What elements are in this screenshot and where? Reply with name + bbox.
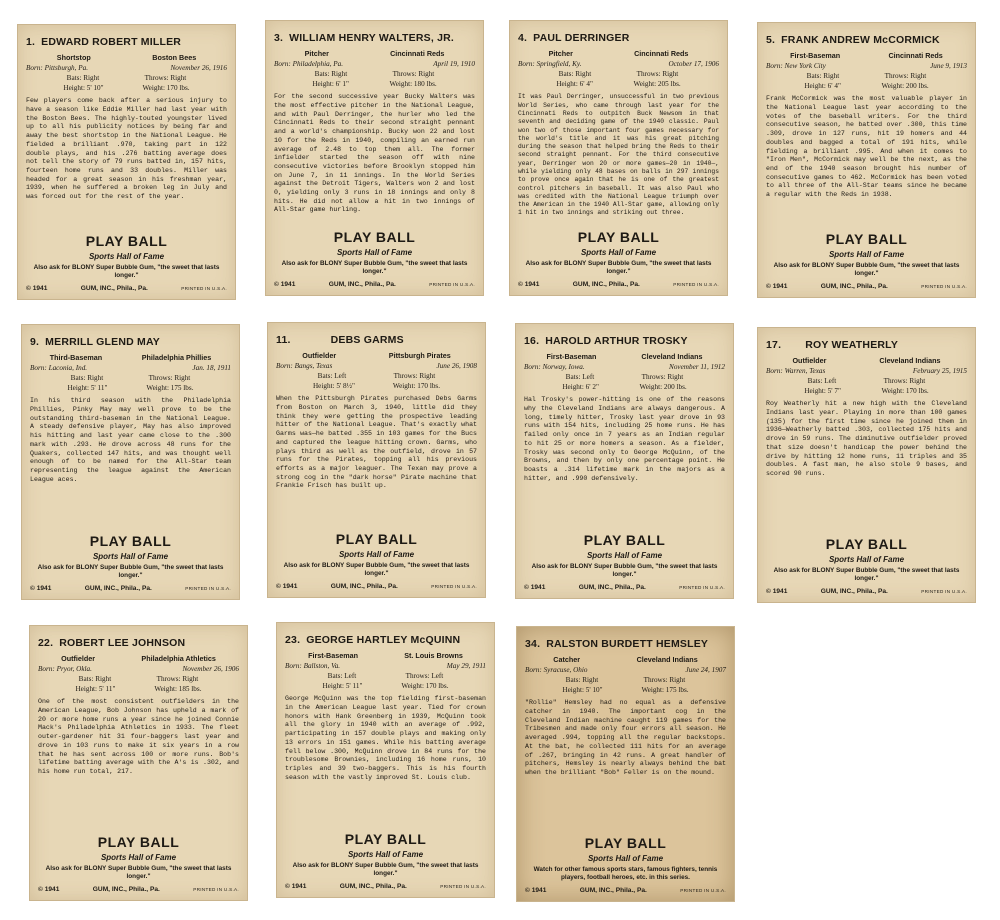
player-bio: For the second successive year Bucky Walters was the most effective pitcher in the National League, and with Paul Derringer, the hurler who led the Cincinnati Reds to their second straight pennant and a world's championship. Bucky won 22 and lost 10 for the Reds in 1940, compiling an earned run average of 2.48 to top them all. The former infielder started the season off with nine consecutive victories before Brooklyn stopped him on June 7, in 11 innings. In the World Series against the Detroit Tigers, Walters won 2 and lost 0, yielding only 3 runs in 18 innings and only 8 hits. He did not allow a hit in two innings of All-Star game hurling. [274, 93, 475, 214]
height-weight-row [38, 685, 239, 694]
card-title [524, 335, 725, 348]
printed-in: PRINTED IN U.S.A. [181, 285, 227, 291]
card-17-roy-weatherly [757, 327, 976, 603]
play-ball-logo: PLAY BALL [333, 229, 416, 246]
height: Height: 5' 8½" [312, 382, 355, 391]
company: GUM, INC., Phila., Pa. [92, 885, 160, 893]
throws: Throws: Right [156, 674, 199, 683]
card-footer [285, 831, 486, 891]
position-team-row [276, 351, 477, 360]
player-team: Philadelphia Athletics [141, 654, 216, 664]
printed-in: PRINTED IN U.S.A. [429, 281, 475, 287]
card-22-robert-johnson [29, 625, 248, 901]
ask-text: Also ask for BLONY Super Bubble Gum, "the sweet that lasts longer." [525, 260, 712, 275]
bats-throws-row [26, 74, 227, 83]
card-number: 5. [766, 34, 776, 46]
born-place: Born: Philadelphia, Pa. [274, 59, 344, 68]
card-1-edward-miller [17, 24, 236, 300]
company: GUM, INC., Phila., Pa. [330, 582, 398, 590]
height-weight-row [766, 82, 967, 91]
series-name: Sports Hall of Fame [88, 251, 165, 261]
series-name: Sports Hall of Fame [828, 249, 905, 259]
card-number: 34. [525, 638, 541, 650]
position-team-row [30, 353, 231, 362]
player-team: Cincinnati Reds [390, 49, 445, 59]
born-place: Born: Pittsburgh, Pa. [26, 63, 89, 72]
weight: Weight: 170 lbs. [401, 682, 449, 691]
born-date: October 17, 1906 [668, 59, 719, 68]
height: Height: 5' 10" [562, 686, 603, 695]
series-name: Sports Hall of Fame [828, 554, 905, 564]
bats: Bats: Left [317, 371, 347, 380]
card-number: 4. [518, 32, 528, 44]
series-name: Sports Hall of Fame [347, 849, 424, 859]
weight: Weight: 170 lbs. [881, 387, 929, 396]
player-bio: Few players come back after a serious injury to have a season like Eddie Miller had last year with the Boston Bees. The highly-touted youngster lived up to all his publicity notices by being far and away the best shortstop in the National League. He fielded a brilliant .970, taking part in 122 double plays, and his .276 batting average does not tell the story of 79 runs batted in, 157 hits, fourteen home runs and 33 doubles. Miller was headed for a great season in his freshman year, 1939, when he suffered a broken leg in July and was forced out for the rest of the year. [26, 97, 227, 201]
publisher-row [524, 584, 725, 592]
printed-in: PRINTED IN U.S.A. [431, 583, 477, 589]
throws: Throws: Right [392, 69, 435, 78]
born-row [274, 60, 475, 69]
player-name: DEBS GARMS [330, 334, 404, 346]
ask-text: Also ask for BLONY Super Bubble Gum, "the sweet that lasts longer." [283, 562, 470, 577]
card-title [274, 32, 475, 45]
born-place: Born: Laconia, Ind. [30, 363, 88, 372]
born-place: Born: Bangs, Texas [276, 361, 333, 370]
weight: Weight: 200 lbs. [881, 82, 929, 91]
born-row [38, 665, 239, 674]
copyright: © 1941 [285, 882, 307, 890]
card-title [766, 339, 967, 352]
copyright: © 1941 [274, 280, 296, 288]
throws: Throws: Right [641, 372, 684, 381]
player-name: RALSTON BURDETT HEMSLEY [546, 638, 709, 650]
player-position: First-Baseman [790, 51, 841, 61]
player-bio: In his third season with the Philadelphia Phillies, Pinky May may well prove to be the outstanding third-baseman in the National League. A steady defensive player, May has also improved his hitting and last year came close to the .300 mark with .293. He drove across 48 runs for the Quakers, collected 147 hits, and was thought well enough of to be named for the All-Star team representing the league against the American League aces. [30, 397, 231, 483]
copyright: © 1941 [525, 886, 547, 894]
company: GUM, INC., Phila., Pa. [820, 282, 888, 290]
publisher-row [766, 283, 967, 291]
player-name: EDWARD ROBERT MILLER [41, 36, 182, 48]
player-bio: It was Paul Derringer, unsuccessful in two previous World Series, who came through last year for the Cincinnati Reds to outpitch Buck Newsom in that seventh and deciding game of the 1940 classic. Paul won two of those important four games necessary for the world's title and it was his great pitching during the season that helped bring the Reds to their second straight pennant. For the third consecutive year, Derringer won 20 or more games—20 in 1940—, while yielding only 48 bases on balls in 297 innings to prove once again that he is one of the greatest control pitchers in baseball. It was also Paul who was credited with the National League triumph over the American in the 1940 All-Star game, allowing only 1 hit in two innings and striking out three. [518, 93, 719, 217]
height-weight-row [26, 84, 227, 93]
height-weight-row [766, 387, 967, 396]
throws: Throws: Right [643, 675, 686, 684]
born-row [518, 60, 719, 69]
throws: Throws: Right [148, 373, 191, 382]
player-position: Outfielder [61, 654, 96, 664]
player-position: Shortstop [56, 53, 91, 63]
ask-text: Also ask for BLONY Super Bubble Gum, "the sweet that lasts longer." [33, 264, 220, 279]
born-place: Born: Pryor, Okla. [38, 664, 92, 673]
card-number: 22. [38, 637, 54, 649]
play-ball-logo: PLAY BALL [335, 531, 418, 548]
card-footer [38, 834, 239, 894]
play-ball-logo: PLAY BALL [584, 835, 667, 852]
bats-throws-row [276, 372, 477, 381]
publisher-row [766, 588, 967, 596]
publisher-row [518, 281, 719, 289]
player-team: Philadelphia Phillies [141, 353, 212, 363]
throws: Throws: Right [144, 73, 187, 82]
printed-in: PRINTED IN U.S.A. [921, 283, 967, 289]
player-team: Cleveland Indians [879, 356, 941, 366]
player-name: MERRILL GLEND MAY [45, 336, 160, 348]
company: GUM, INC., Phila., Pa. [339, 882, 407, 890]
publisher-row [276, 583, 477, 591]
position-team-row [38, 654, 239, 663]
ask-text: Also ask for BLONY Super Bubble Gum, "the sweet that lasts longer." [531, 563, 718, 578]
player-team: Cincinnati Reds [888, 51, 943, 61]
bats: Bats: Left [565, 372, 595, 381]
position-team-row [26, 53, 227, 62]
position-team-row [285, 651, 486, 660]
player-position: Third-Baseman [49, 353, 103, 363]
card-footer [274, 229, 475, 289]
bats-throws-row [525, 676, 726, 685]
play-ball-logo: PLAY BALL [85, 233, 168, 250]
series-name: Sports Hall of Fame [336, 247, 413, 257]
player-position: Outfielder [302, 351, 337, 361]
publisher-row [525, 887, 726, 895]
height-weight-row [276, 382, 477, 391]
card-title [30, 336, 231, 349]
throws: Throws: Right [636, 69, 679, 78]
player-name: WILLIAM HENRY WALTERS, JR. [289, 32, 455, 44]
card-footer [26, 233, 227, 293]
bats-throws-row [518, 70, 719, 79]
card-16-harold-trosky [515, 323, 734, 599]
publisher-row [30, 585, 231, 593]
play-ball-logo: PLAY BALL [577, 229, 660, 246]
player-team: Cleveland Indians [641, 352, 703, 362]
bats: Bats: Left [327, 671, 357, 680]
card-title [26, 36, 227, 49]
throws: Throws: Right [393, 371, 436, 380]
height-weight-row [524, 383, 725, 392]
company: GUM, INC., Phila., Pa. [579, 886, 647, 894]
bats: Bats: Right [78, 674, 112, 683]
height: Height: 6' 4" [556, 80, 593, 89]
publisher-row [26, 285, 227, 293]
throws: Throws: Right [884, 71, 927, 80]
bats-throws-row [38, 675, 239, 684]
height: Height: 5' 10" [63, 84, 104, 93]
bats: Bats: Right [70, 373, 104, 382]
bats: Bats: Right [558, 69, 592, 78]
weight: Weight: 205 lbs. [633, 80, 681, 89]
born-date: November 26, 1906 [182, 664, 239, 673]
printed-in: PRINTED IN U.S.A. [680, 887, 726, 893]
player-position: Outfielder [792, 356, 827, 366]
series-name: Sports Hall of Fame [580, 247, 657, 257]
player-team: St. Louis Browns [404, 651, 463, 661]
height-weight-row [518, 80, 719, 89]
play-ball-logo: PLAY BALL [825, 536, 908, 553]
publisher-row [274, 281, 475, 289]
card-title [766, 34, 967, 47]
printed-in: PRINTED IN U.S.A. [185, 585, 231, 591]
position-team-row [766, 51, 967, 60]
player-bio: Frank McCormick was the most valuable player in the National League last year according to the votes of the baseball writers. For the third consecutive season, he batted over .300, this time .309, drove in 127 runs, hit 19 homers and 44 doubles and bagged a total of 191 hits, while fielding a brilliant .995. And when it comes to "Iron Men", McCormick may well be the next, as the end of the 1940 season brought his number of consecutive games to 462. McCormick has been voted to all three of the All-Star teams since he became a regular with the Reds in 1938. [766, 95, 967, 199]
ask-text: Also ask for BLONY Super Bubble Gum, "the sweet that lasts longer." [773, 262, 960, 277]
weight: Weight: 180 lbs. [389, 80, 437, 89]
card-number: 16. [524, 335, 540, 347]
ask-text: Also ask for BLONY Super Bubble Gum, "the sweet that lasts longer." [292, 862, 479, 877]
printed-in: PRINTED IN U.S.A. [921, 588, 967, 594]
card-23-george-mcquinn [276, 622, 495, 898]
printed-in: PRINTED IN U.S.A. [193, 886, 239, 892]
height: Height: 6' 2" [562, 383, 599, 392]
card-footer [30, 533, 231, 593]
born-date: Jan. 18, 1911 [192, 363, 231, 372]
bats-throws-row [285, 672, 486, 681]
born-row [276, 362, 477, 371]
height-weight-row [274, 80, 475, 89]
position-team-row [525, 655, 726, 664]
born-date: June 24, 1907 [685, 665, 726, 674]
bats-throws-row [274, 70, 475, 79]
ask-text: Also ask for BLONY Super Bubble Gum, "the sweet that lasts longer." [45, 865, 232, 880]
company: GUM, INC., Phila., Pa. [80, 284, 148, 292]
card-footer [766, 536, 967, 596]
play-ball-logo: PLAY BALL [583, 532, 666, 549]
born-row [26, 64, 227, 73]
printed-in: PRINTED IN U.S.A. [679, 584, 725, 590]
series-name: Sports Hall of Fame [587, 853, 664, 863]
card-5-frank-mccormick [757, 22, 976, 298]
player-name: ROBERT LEE JOHNSON [59, 637, 186, 649]
copyright: © 1941 [30, 584, 52, 592]
card-11-debs-garms [267, 322, 486, 598]
born-place: Born: Syracuse, Ohio [525, 665, 588, 674]
player-bio: Hal Trosky's power-hitting is one of the reasons why the Cleveland Indians are always dangerous. A long, timely hitter, Trosky last year drove in 93 runs with 154 hits, including 25 home runs. He has failed only once in 7 years as an Indian regular to hit 25 or more homers a season. As a fielder, Trosky was second only to George McQuinn, of the Browns, and then by only one percentage point. He boasts a .314 lifetime mark in the majors as a hitter, and .990 defensively. [524, 396, 725, 482]
born-place: Born: New York City [766, 61, 826, 70]
weight: Weight: 170 lbs. [142, 84, 190, 93]
player-name: GEORGE HARTLEY McQUINN [306, 634, 461, 646]
bats: Bats: Right [806, 71, 840, 80]
born-row [285, 662, 486, 671]
player-bio: George McQuinn was the top fielding first-baseman in the American League last year. Tied for crown honors with Hank Greenberg in 1939, McQuinn took all the glory in 1940 with an average of .992, participating in 157 double plays and making only 13 errors in 151 games. While his batting average fell below .300, McQuinn drove in 84 runs for the troublesome Brownies, including 16 home runs, 10 triples and 39 two-baggers. This is his fourth season with the vastly improved St. Louis club. [285, 695, 486, 781]
player-bio: "Rollie" Hemsley had no equal as a defensive catcher in 1940. The important cog in the Cleveland Indian machine caught 119 games for the Tribesmen and made only four errors all season. He averaged .994, topping all the regular backstops. At the bat, he collected 111 hits for an average of .267, bringing in 42 runs. A great handler of pitchers, Hemsley is nearly always behind the bat when the brilliant "Bob" Feller is on the mound. [525, 699, 726, 776]
card-title [38, 637, 239, 650]
born-date: April 19, 1910 [433, 59, 475, 68]
card-number: 3. [274, 32, 284, 44]
player-position: Pitcher [548, 49, 573, 59]
series-name: Sports Hall of Fame [92, 551, 169, 561]
card-number: 11. [276, 334, 291, 346]
height: Height: 5' 11" [67, 384, 108, 393]
position-team-row [766, 356, 967, 365]
weight: Weight: 170 lbs. [392, 382, 441, 391]
copyright: © 1941 [276, 582, 298, 590]
player-bio: When the Pittsburgh Pirates purchased Debs Garms from Boston on March 3, 1940, little did they think they were getting the prospective leading hitter of the National League. That's exactly what Garms was—he batted .355 in 103 games for the Bucs and captured the league hitting crown. Garms, who plays third as well as the outfield, drove in 57 runs for the Pirates, topping all his previous efforts as a major leaguer. The Texan may prove a strong cog in the "dark horse" Pirate machine that Frankie Frisch has built up. [276, 395, 477, 490]
company: GUM, INC., Phila., Pa. [328, 280, 396, 288]
born-date: June 26, 1908 [436, 361, 477, 370]
height: Height: 5' 7" [804, 387, 841, 396]
born-row [766, 62, 967, 71]
play-ball-logo: PLAY BALL [344, 831, 427, 848]
card-9-merrill-may [21, 324, 240, 600]
card-title [525, 638, 726, 651]
bats: Bats: Right [565, 675, 599, 684]
company: GUM, INC., Phila., Pa. [572, 280, 640, 288]
player-team: Boston Bees [152, 53, 197, 63]
company: GUM, INC., Phila., Pa. [578, 583, 646, 591]
play-ball-logo: PLAY BALL [89, 533, 172, 550]
copyright: © 1941 [766, 587, 788, 595]
throws: Throws: Left [405, 671, 444, 680]
card-footer [524, 532, 725, 592]
company: GUM, INC., Phila., Pa. [84, 584, 152, 592]
born-place: Born: Ballston, Va. [285, 661, 341, 670]
copyright: © 1941 [26, 284, 48, 292]
player-position: Pitcher [304, 49, 329, 59]
player-bio: One of the most consistent outfielders in the American League, Bob Johnson has upheld a mark of 20 or more home runs a year since he joined Connie Mack's Philadelphia Athletics in 1933. The fleet outer-gardener hit 31 four-baggers last year and drove in 103 runs to make it six years in a row that he has sent across 100 or more runs. Bob's lifetime batting average with the A's is .302, and his home run total, 217. [38, 698, 239, 775]
weight: Weight: 175 lbs. [146, 384, 194, 393]
born-date: November 11, 1912 [669, 362, 725, 371]
bats-throws-row [766, 72, 967, 81]
bats: Bats: Right [314, 69, 348, 78]
bats-throws-row [30, 374, 231, 383]
born-date: June 9, 1913 [930, 61, 967, 70]
born-row [525, 666, 726, 675]
born-date: November 26, 1916 [170, 63, 227, 72]
born-row [30, 364, 231, 373]
height-weight-row [525, 686, 726, 695]
card-footer [276, 531, 477, 591]
player-team: Cleveland Indians [636, 655, 698, 665]
player-team: Pittsburgh Pirates [388, 351, 451, 361]
player-position: Catcher [553, 655, 581, 665]
printed-in: PRINTED IN U.S.A. [440, 883, 486, 889]
height: Height: 6' 4" [804, 82, 841, 91]
height: Height: 6' 1" [312, 80, 349, 89]
born-date: May 29, 1911 [446, 661, 486, 670]
player-name: HAROLD ARTHUR TROSKY [545, 335, 688, 347]
card-title [285, 634, 486, 647]
bats-throws-row [766, 377, 967, 386]
player-name: PAUL DERRINGER [533, 32, 630, 44]
card-number: 1. [26, 36, 36, 48]
watch-for-text: Watch for other famous sports stars, famous fighters, tennis players, football heroes, etc. in this series. [533, 866, 718, 881]
printed-in: PRINTED IN U.S.A. [673, 281, 719, 287]
position-team-row [518, 49, 719, 58]
card-number: 9. [30, 336, 40, 348]
publisher-row [285, 883, 486, 891]
card-footer [525, 835, 726, 895]
card-title [276, 334, 477, 347]
height-weight-row [30, 384, 231, 393]
bats: Bats: Right [66, 73, 100, 82]
card-footer [518, 229, 719, 289]
height-weight-row [285, 682, 486, 691]
card-number: 17. [766, 339, 782, 351]
height: Height: 5' 11" [75, 685, 116, 694]
player-name: FRANK ANDREW McCORMICK [781, 34, 940, 46]
card-3-william-walters [265, 20, 484, 296]
throws: Throws: Right [883, 376, 926, 385]
bats-throws-row [524, 373, 725, 382]
player-name: ROY WEATHERLY [805, 339, 899, 351]
position-team-row [274, 49, 475, 58]
player-team: Cincinnati Reds [634, 49, 689, 59]
card-number: 23. [285, 634, 301, 646]
copyright: © 1941 [38, 885, 60, 893]
player-position: First-Baseman [546, 352, 597, 362]
copyright: © 1941 [524, 583, 546, 591]
play-ball-logo: PLAY BALL [97, 834, 180, 851]
born-place: Born: Springfield, Ky. [518, 59, 582, 68]
copyright: © 1941 [766, 282, 788, 290]
weight: Weight: 200 lbs. [639, 383, 687, 392]
born-row [766, 367, 967, 376]
ask-text: Also ask for BLONY Super Bubble Gum, "the sweet that lasts longer." [281, 260, 468, 275]
card-title [518, 32, 719, 45]
play-ball-logo: PLAY BALL [825, 231, 908, 248]
player-bio: Roy Weatherly hit a new high with the Cleveland Indians last year. Playing in more than 100 games (135) for the first time since he joined them in 1936—Weatherly batted .303, collected 175 hits and drove in 59 runs. The diminutive outfielder proved that size doesn't handicap the power behind the drive by hitting 12 home runs, 11 triples and 35 doubles. A fast man, he also stole 9 bases, and scored 90 runs. [766, 400, 967, 477]
series-name: Sports Hall of Fame [586, 550, 663, 560]
card-4-paul-derringer [509, 20, 728, 296]
copyright: © 1941 [518, 280, 540, 288]
company: GUM, INC., Phila., Pa. [820, 587, 888, 595]
height: Height: 5' 11" [322, 682, 363, 691]
born-place: Born: Warren, Texas [766, 366, 826, 375]
publisher-row [38, 886, 239, 894]
series-name: Sports Hall of Fame [338, 549, 415, 559]
born-place: Born: Norway, Iowa. [524, 362, 585, 371]
position-team-row [524, 352, 725, 361]
ask-text: Also ask for BLONY Super Bubble Gum, "the sweet that lasts longer." [773, 567, 960, 582]
ask-text: Also ask for BLONY Super Bubble Gum, "the sweet that lasts longer." [37, 564, 224, 579]
weight: Weight: 175 lbs. [641, 686, 689, 695]
card-34-ralston-hemsley [516, 626, 735, 902]
player-position: First-Baseman [308, 651, 359, 661]
card-footer [766, 231, 967, 291]
born-date: February 25, 1915 [912, 366, 967, 375]
bats: Bats: Left [807, 376, 837, 385]
weight: Weight: 185 lbs. [154, 685, 202, 694]
series-name: Sports Hall of Fame [100, 852, 177, 862]
born-row [524, 363, 725, 372]
